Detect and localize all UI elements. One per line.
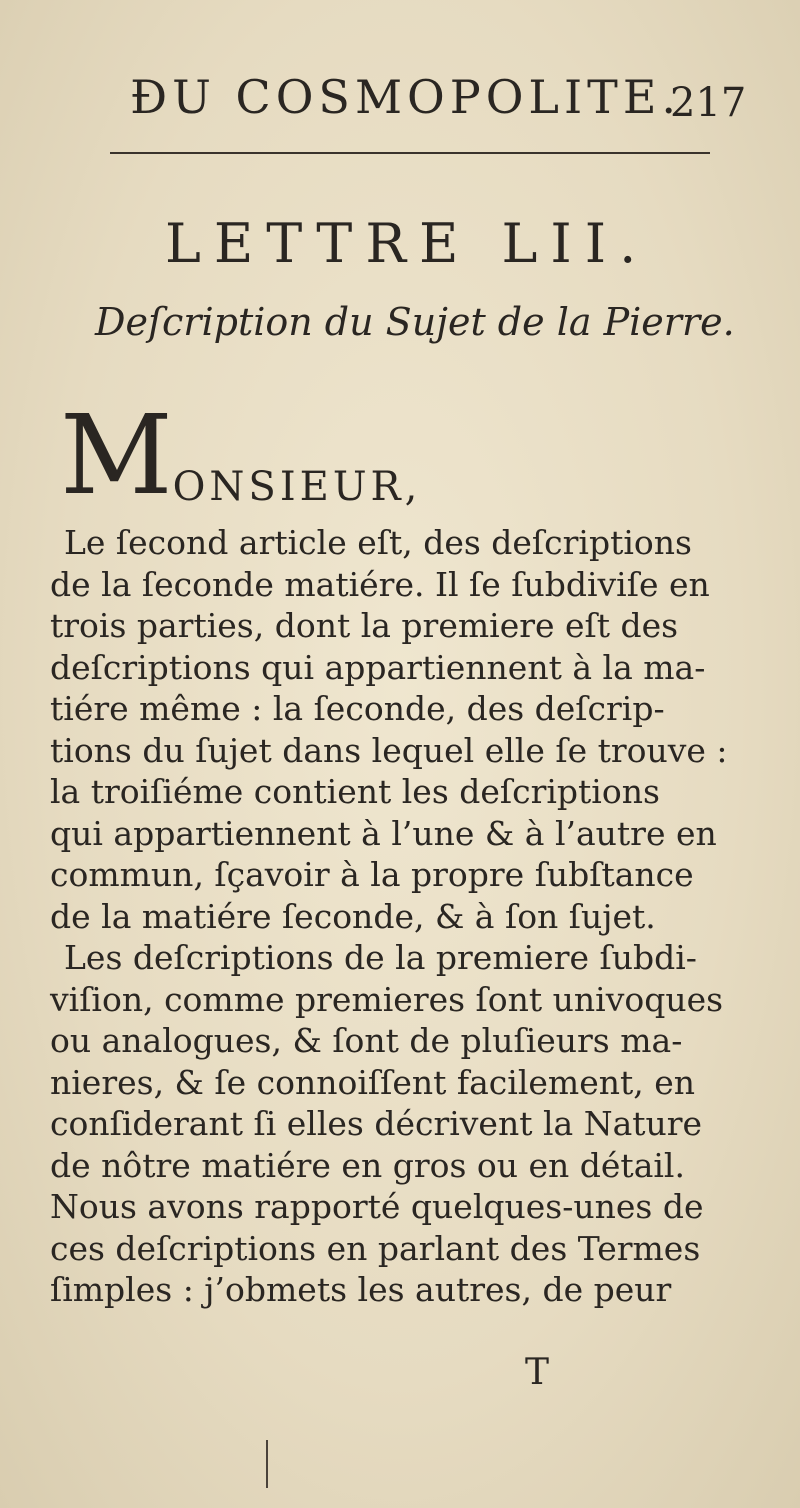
text-line: deſcriptions qui appartiennent à la ma-	[50, 647, 706, 687]
stray-mark	[266, 1440, 268, 1488]
header-rule	[110, 152, 710, 154]
text-line: de nôtre matiére en gros ou en détail.	[50, 1145, 685, 1185]
salutation-rest: ONSIEUR,	[172, 464, 422, 510]
text-line: ou analogues, & ſont de pluſieurs ma-	[50, 1021, 683, 1060]
text-line: nieres, & ſe connoiſſent facilement, en	[50, 1062, 695, 1102]
text-line: trois parties, dont la premiere eſt des	[50, 606, 679, 645]
letter-subtitle: Deſcription du Sujet de la Pierre.	[95, 300, 735, 344]
text-line: la troiſiéme contient les deſcriptions	[50, 772, 660, 811]
text-line: Le ſecond article eſt, des deſcriptions	[64, 523, 692, 562]
running-title: ÐU COSMOPOLITE.	[130, 70, 682, 124]
text-line: ſimples : j’obmets les autres, de peur	[50, 1270, 672, 1309]
text-line: viſion, comme premieres ſont univoques	[50, 979, 724, 1019]
text-line: Les deſcriptions de la premiere ſubdi-	[64, 938, 697, 977]
text-line: Nous avons rapporté quelques-unes de	[50, 1187, 704, 1226]
text-line: de la ſeconde matiére. Il ſe ſubdiviſe en	[50, 564, 710, 604]
text-line: ces deſcriptions en parlant des Termes	[50, 1228, 701, 1268]
drop-initial: M	[60, 391, 173, 519]
text-line: commun, ſçavoir à la propre ſubſtance	[50, 855, 694, 894]
salutation	[60, 391, 422, 519]
body-text	[50, 522, 728, 1311]
text-line: de la matiére ſeconde, & à ſon ſujet.	[50, 896, 656, 936]
text-line: tions du ſujet dans lequel elle ſe trouve :	[50, 730, 728, 770]
text-line: qui appartiennent à l’une & à l’autre en	[50, 813, 717, 853]
page-number: 217	[670, 80, 747, 126]
letter-title: LETTRE LII.	[165, 212, 650, 275]
text-line: tiére même : la ſeconde, des deſcrip-	[50, 689, 665, 728]
running-head	[0, 70, 800, 130]
signature-mark: T	[525, 1352, 550, 1393]
text-line: conſiderant ſi elles décrivent la Nature	[50, 1104, 703, 1143]
